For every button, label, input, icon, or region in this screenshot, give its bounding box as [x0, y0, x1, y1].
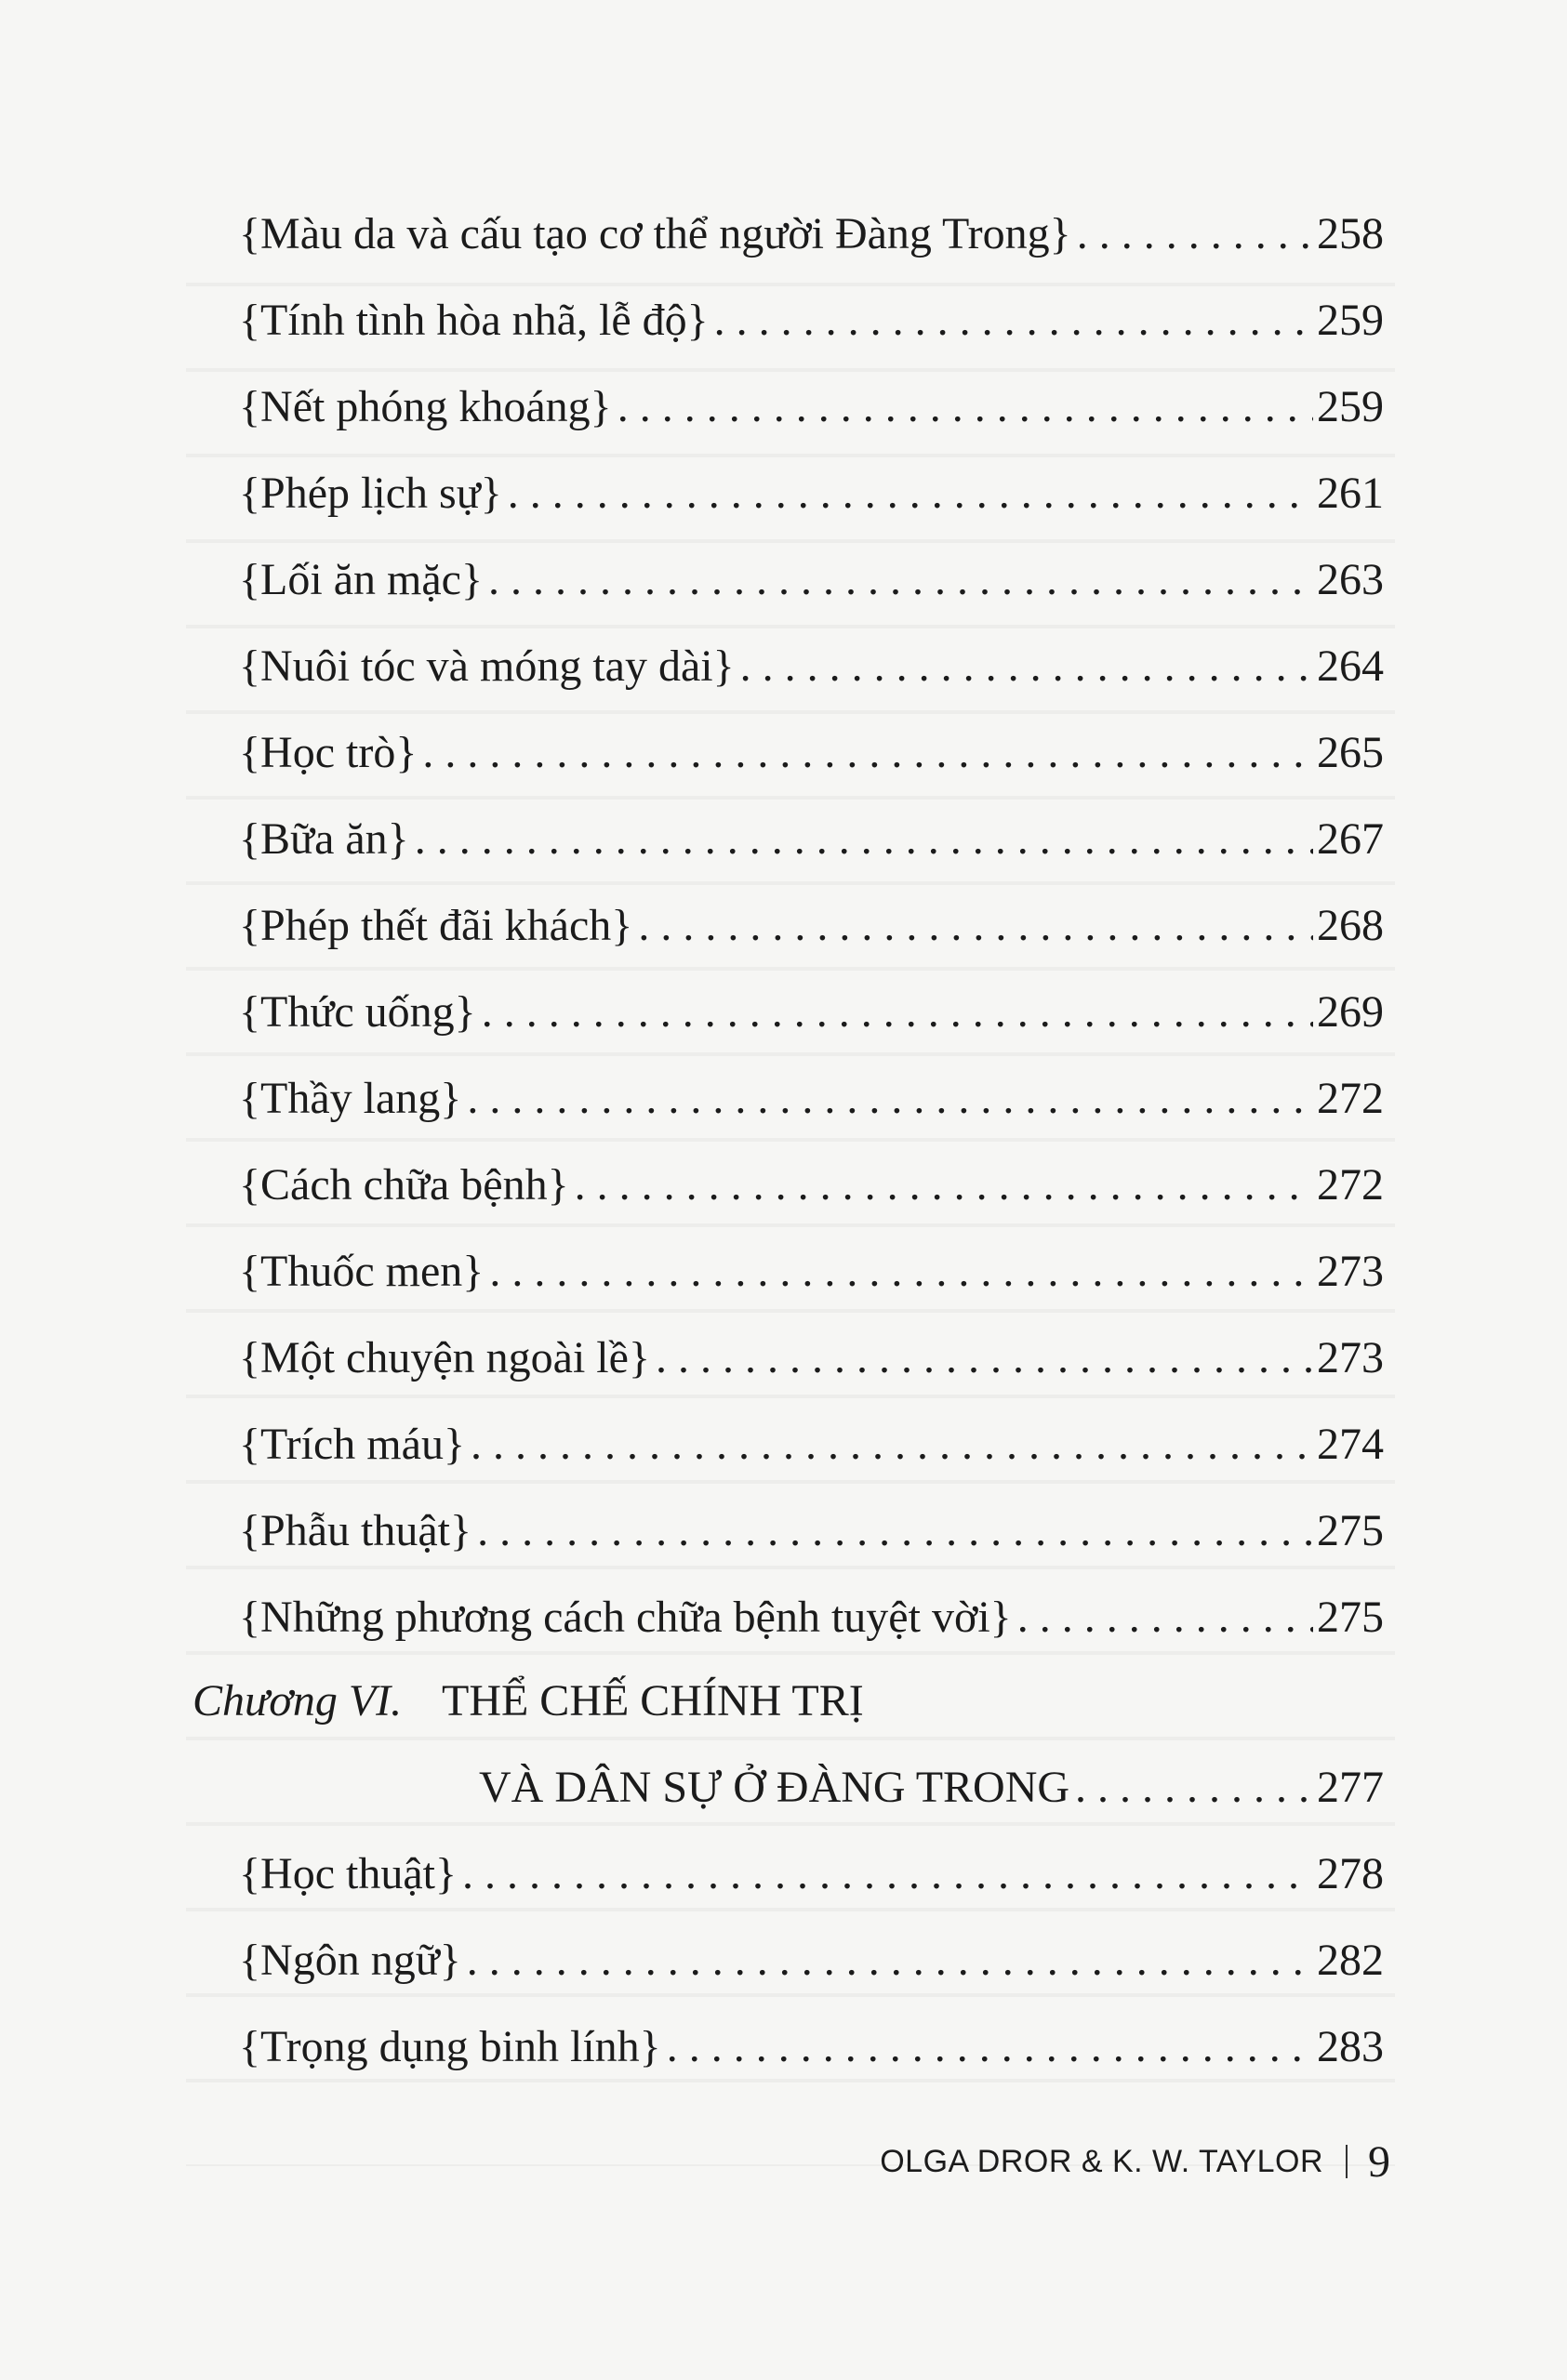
toc-entry — [239, 1408, 1384, 1482]
toc-entry-page: 261 — [1317, 469, 1384, 518]
toc-entry — [239, 1580, 1384, 1655]
dot-leader — [575, 1148, 1313, 1223]
toc-entry-title: {Lối ăn mặc} — [239, 555, 483, 604]
toc-entry — [239, 629, 1384, 704]
dot-leader — [488, 543, 1313, 617]
chapter-page: 277 — [1317, 1763, 1384, 1812]
chapter-title-row — [479, 1751, 1384, 1825]
footer-separator — [1346, 2145, 1348, 2178]
dot-leader — [1075, 1751, 1313, 1825]
toc-entry-title: {Phẫu thuật} — [239, 1506, 472, 1555]
chapter-title-line2: VÀ DÂN SỰ Ở ĐÀNG TRONG — [479, 1763, 1070, 1812]
toc-entry-page: 274 — [1317, 1420, 1384, 1469]
toc-entry-page: 272 — [1317, 1160, 1384, 1210]
dot-leader — [638, 889, 1313, 963]
toc-entry-title: {Ngôn ngữ} — [239, 1936, 461, 1985]
toc-entry-title: {Cách chữa bệnh} — [239, 1160, 569, 1210]
toc-entry-page: 267 — [1317, 814, 1384, 864]
toc-entry-title: {Một chuyện ngoài lề} — [239, 1333, 650, 1382]
toc-entry-page: 275 — [1317, 1506, 1384, 1555]
toc-entry — [239, 1148, 1384, 1223]
toc-entry-page: 264 — [1317, 641, 1384, 691]
toc-entry-page: 268 — [1317, 901, 1384, 950]
dot-leader — [422, 716, 1313, 790]
toc-entry — [239, 716, 1384, 790]
chapter-label: Chương VI. — [193, 1676, 403, 1726]
dot-leader — [1017, 1580, 1313, 1655]
toc-entry-page: 259 — [1317, 296, 1384, 345]
toc-entry-page: 275 — [1317, 1593, 1384, 1642]
toc-entry — [239, 1235, 1384, 1309]
chapter-title-line1: THỂ CHẾ CHÍNH TRỊ — [442, 1676, 864, 1726]
toc-entry — [239, 802, 1384, 877]
toc-entry-title: {Phép lịch sự} — [239, 469, 502, 518]
dot-leader — [489, 1235, 1313, 1309]
toc-entry — [239, 2010, 1384, 2084]
dot-leader — [477, 1494, 1313, 1568]
dot-leader — [667, 2010, 1313, 2084]
toc-entry — [239, 889, 1384, 963]
toc-entry — [239, 370, 1384, 444]
dot-leader — [471, 1408, 1313, 1482]
toc-entry-title: {Bữa ăn} — [239, 814, 409, 864]
toc-entry — [239, 197, 1384, 271]
page-footer — [880, 2134, 1390, 2189]
footer-page-number: 9 — [1368, 2136, 1390, 2187]
toc-entry-title: {Thầy lang} — [239, 1074, 462, 1123]
toc-entry-title: {Thuốc men} — [239, 1247, 485, 1296]
toc-entry — [239, 1837, 1384, 1911]
toc-entry-page: 278 — [1317, 1849, 1384, 1898]
dot-leader — [656, 1321, 1313, 1395]
toc-entry-page: 273 — [1317, 1247, 1384, 1296]
toc-entry-page: 273 — [1317, 1333, 1384, 1382]
toc-entry-page: 283 — [1317, 2022, 1384, 2071]
toc-entry — [239, 284, 1384, 358]
toc-entry-page: 258 — [1317, 209, 1384, 258]
toc-entry-page: 259 — [1317, 382, 1384, 431]
toc-entry-page: 263 — [1317, 555, 1384, 604]
toc-entry — [239, 456, 1384, 531]
toc-entry-title: {Tính tình hòa nhã, lễ độ} — [239, 296, 709, 345]
toc-entry-title: {Học thuật} — [239, 1849, 458, 1898]
toc-entry-title: {Nết phóng khoáng} — [239, 382, 612, 431]
dot-leader — [467, 1924, 1313, 1998]
dot-leader — [508, 456, 1313, 531]
toc-entry-page: 265 — [1317, 728, 1384, 777]
dot-leader — [482, 975, 1313, 1050]
dot-leader — [1077, 197, 1313, 271]
footer-authors: OLGA DROR & K. W. TAYLOR — [880, 2143, 1323, 2179]
dot-leader — [467, 1062, 1313, 1136]
toc-entry-title: {Màu da và cấu tạo cơ thể người Đàng Trong} — [239, 209, 1071, 258]
toc-entry-title: {Thức uống} — [239, 987, 476, 1037]
toc-entry-page: 282 — [1317, 1936, 1384, 1985]
toc-entry-title: {Những phương cách chữa bệnh tuyệt vời} — [239, 1593, 1012, 1642]
toc-entry — [239, 1321, 1384, 1395]
toc-entry — [239, 1494, 1384, 1568]
toc-entry — [239, 1062, 1384, 1136]
toc-entry — [239, 1924, 1384, 1998]
toc-entry-page: 272 — [1317, 1074, 1384, 1123]
dot-leader — [714, 284, 1313, 358]
dot-leader — [415, 802, 1313, 877]
toc-entry — [239, 975, 1384, 1050]
toc-entry-page: 269 — [1317, 987, 1384, 1037]
dot-leader — [462, 1837, 1313, 1911]
toc-entry-title: {Nuôi tóc và móng tay dài} — [239, 641, 735, 691]
dot-leader — [740, 629, 1313, 704]
toc-entry-title: {Trích máu} — [239, 1420, 465, 1469]
toc-entry-title: {Học trò} — [239, 728, 418, 777]
toc-entry-title: {Phép thết đãi khách} — [239, 901, 633, 950]
dot-leader — [618, 370, 1313, 444]
toc-entry-title: {Trọng dụng binh lính} — [239, 2022, 661, 2071]
toc-entry — [239, 543, 1384, 617]
